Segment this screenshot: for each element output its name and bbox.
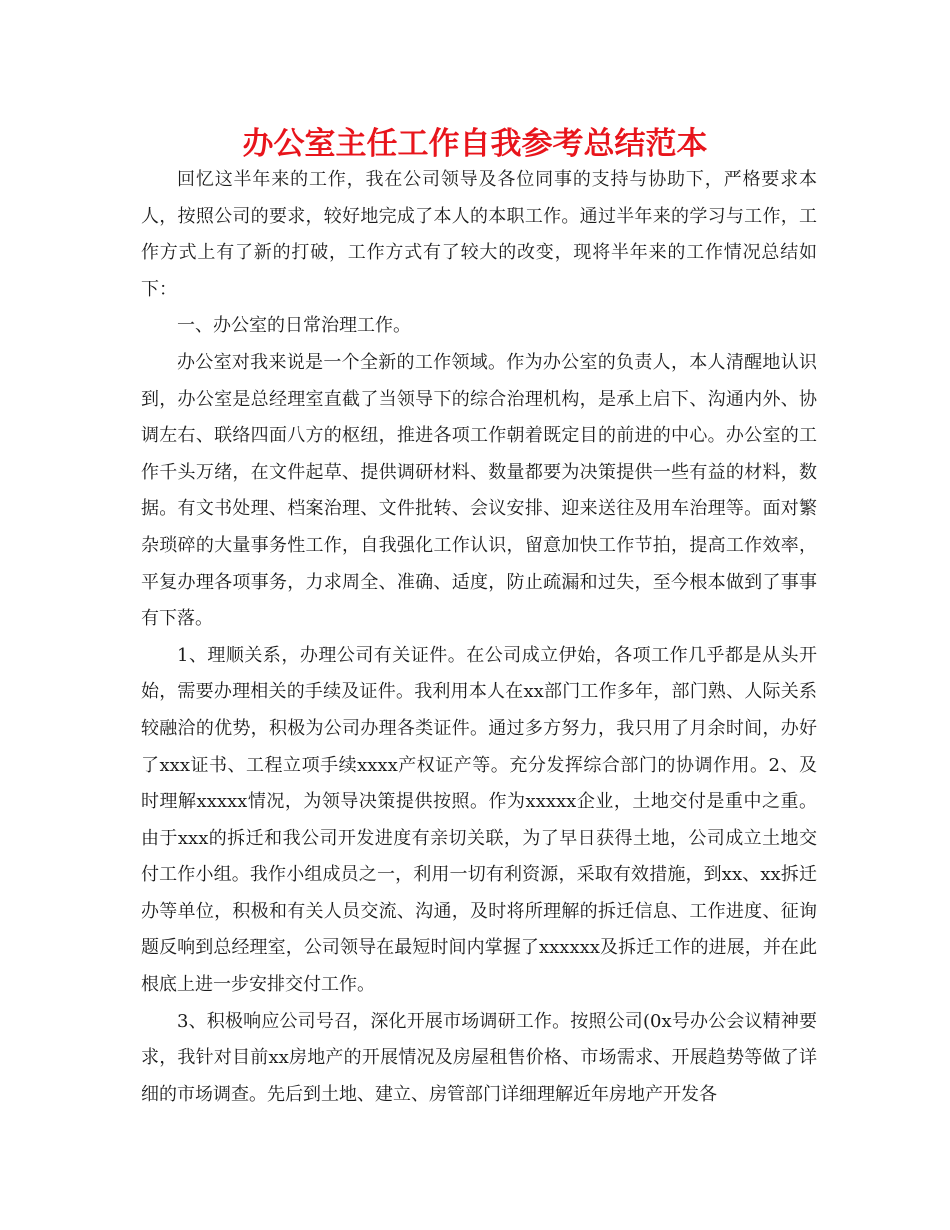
section-heading: 一、办公室的日常治理工作。 <box>177 315 411 337</box>
paragraph-intro: 回忆这半年来的工作，我在公司领导及各位同事的支持与协助下，严格要求本人，按照公司的要求，较好地完成了本人的本职工作。通过半年来的学习与工作，工作方式上有了新的打破，工作方式有了较大的改变，现将半年来的工作情况总结如下： <box>141 169 817 300</box>
paragraph-office-role: 办公室对我来说是一个全新的工作领域。作为办公室的负责人，本人清醒地认识到，办公室是总经理室直截了当领导下的综合治理机构，是承上启下、沟通内外、协调左右、联络四面八方的枢纽，推进各项工作朝着既定目的前进的中心。办公室的工作千头万绪，在文件起草、提供调研材料、数量都要为决策提供一些有益的材料，数据。有文书处理、档案治理、文件批转、会议安排、迎来送往及用车治理等。面对繁杂琐碎的大量事务性工作，自我强化工作认识，留意加快工作节拍，提高工作效率，平复办理各项事务，力求周全、准确、适度，防止疏漏和过失，至今根本做到了事事有下落。 <box>141 351 817 630</box>
document-title: 办公室主任工作自我参考总结范本 <box>242 126 708 162</box>
paragraph-item-1-2: 1、理顺关系，办理公司有关证件。在公司成立伊始，各项工作几乎都是从头开始，需要办理相关的手续及证件。我利用本人在xx部门工作多年，部门熟、人际关系较融洽的优势，积极为公司办理各类证件。通过多方努力，我只用了月余时间，办好了xxx证书、工程立项手续xxxx产权证产等。充分发挥综合部门的协调作用。2、及时理解xxxxx情况，为领导决策提供按照。作为xxxxx企业，土地交付是重中之重。由于xxx的拆迁和我公司开发进度有亲切关联，为了早日获得土地，公司成立土地交付工作小组。我作小组成员之一，利用一切有利资源，采取有效措施，到xx、xx拆迁办等单位，积极和有关人员交流、沟通，及时将所理解的拆迁信息、工作进度、征询题反响到总经理室，公司领导在最短时间内掌握了xxxxxx及拆迁工作的进展，并在此根底上进一步安排交付工作。 <box>141 644 817 996</box>
document-body <box>141 162 817 1113</box>
paragraph-item-3: 3、积极响应公司号召，深化开展市场调研工作。按照公司(0x号办公会议精神要求，我针对目前xx房地产的开展情况及房屋租售价格、市场需求、开展趋势等做了详细的市场调查。先后到土地、建立、房管部门详细理解近年房地产开发各 <box>141 1010 817 1105</box>
